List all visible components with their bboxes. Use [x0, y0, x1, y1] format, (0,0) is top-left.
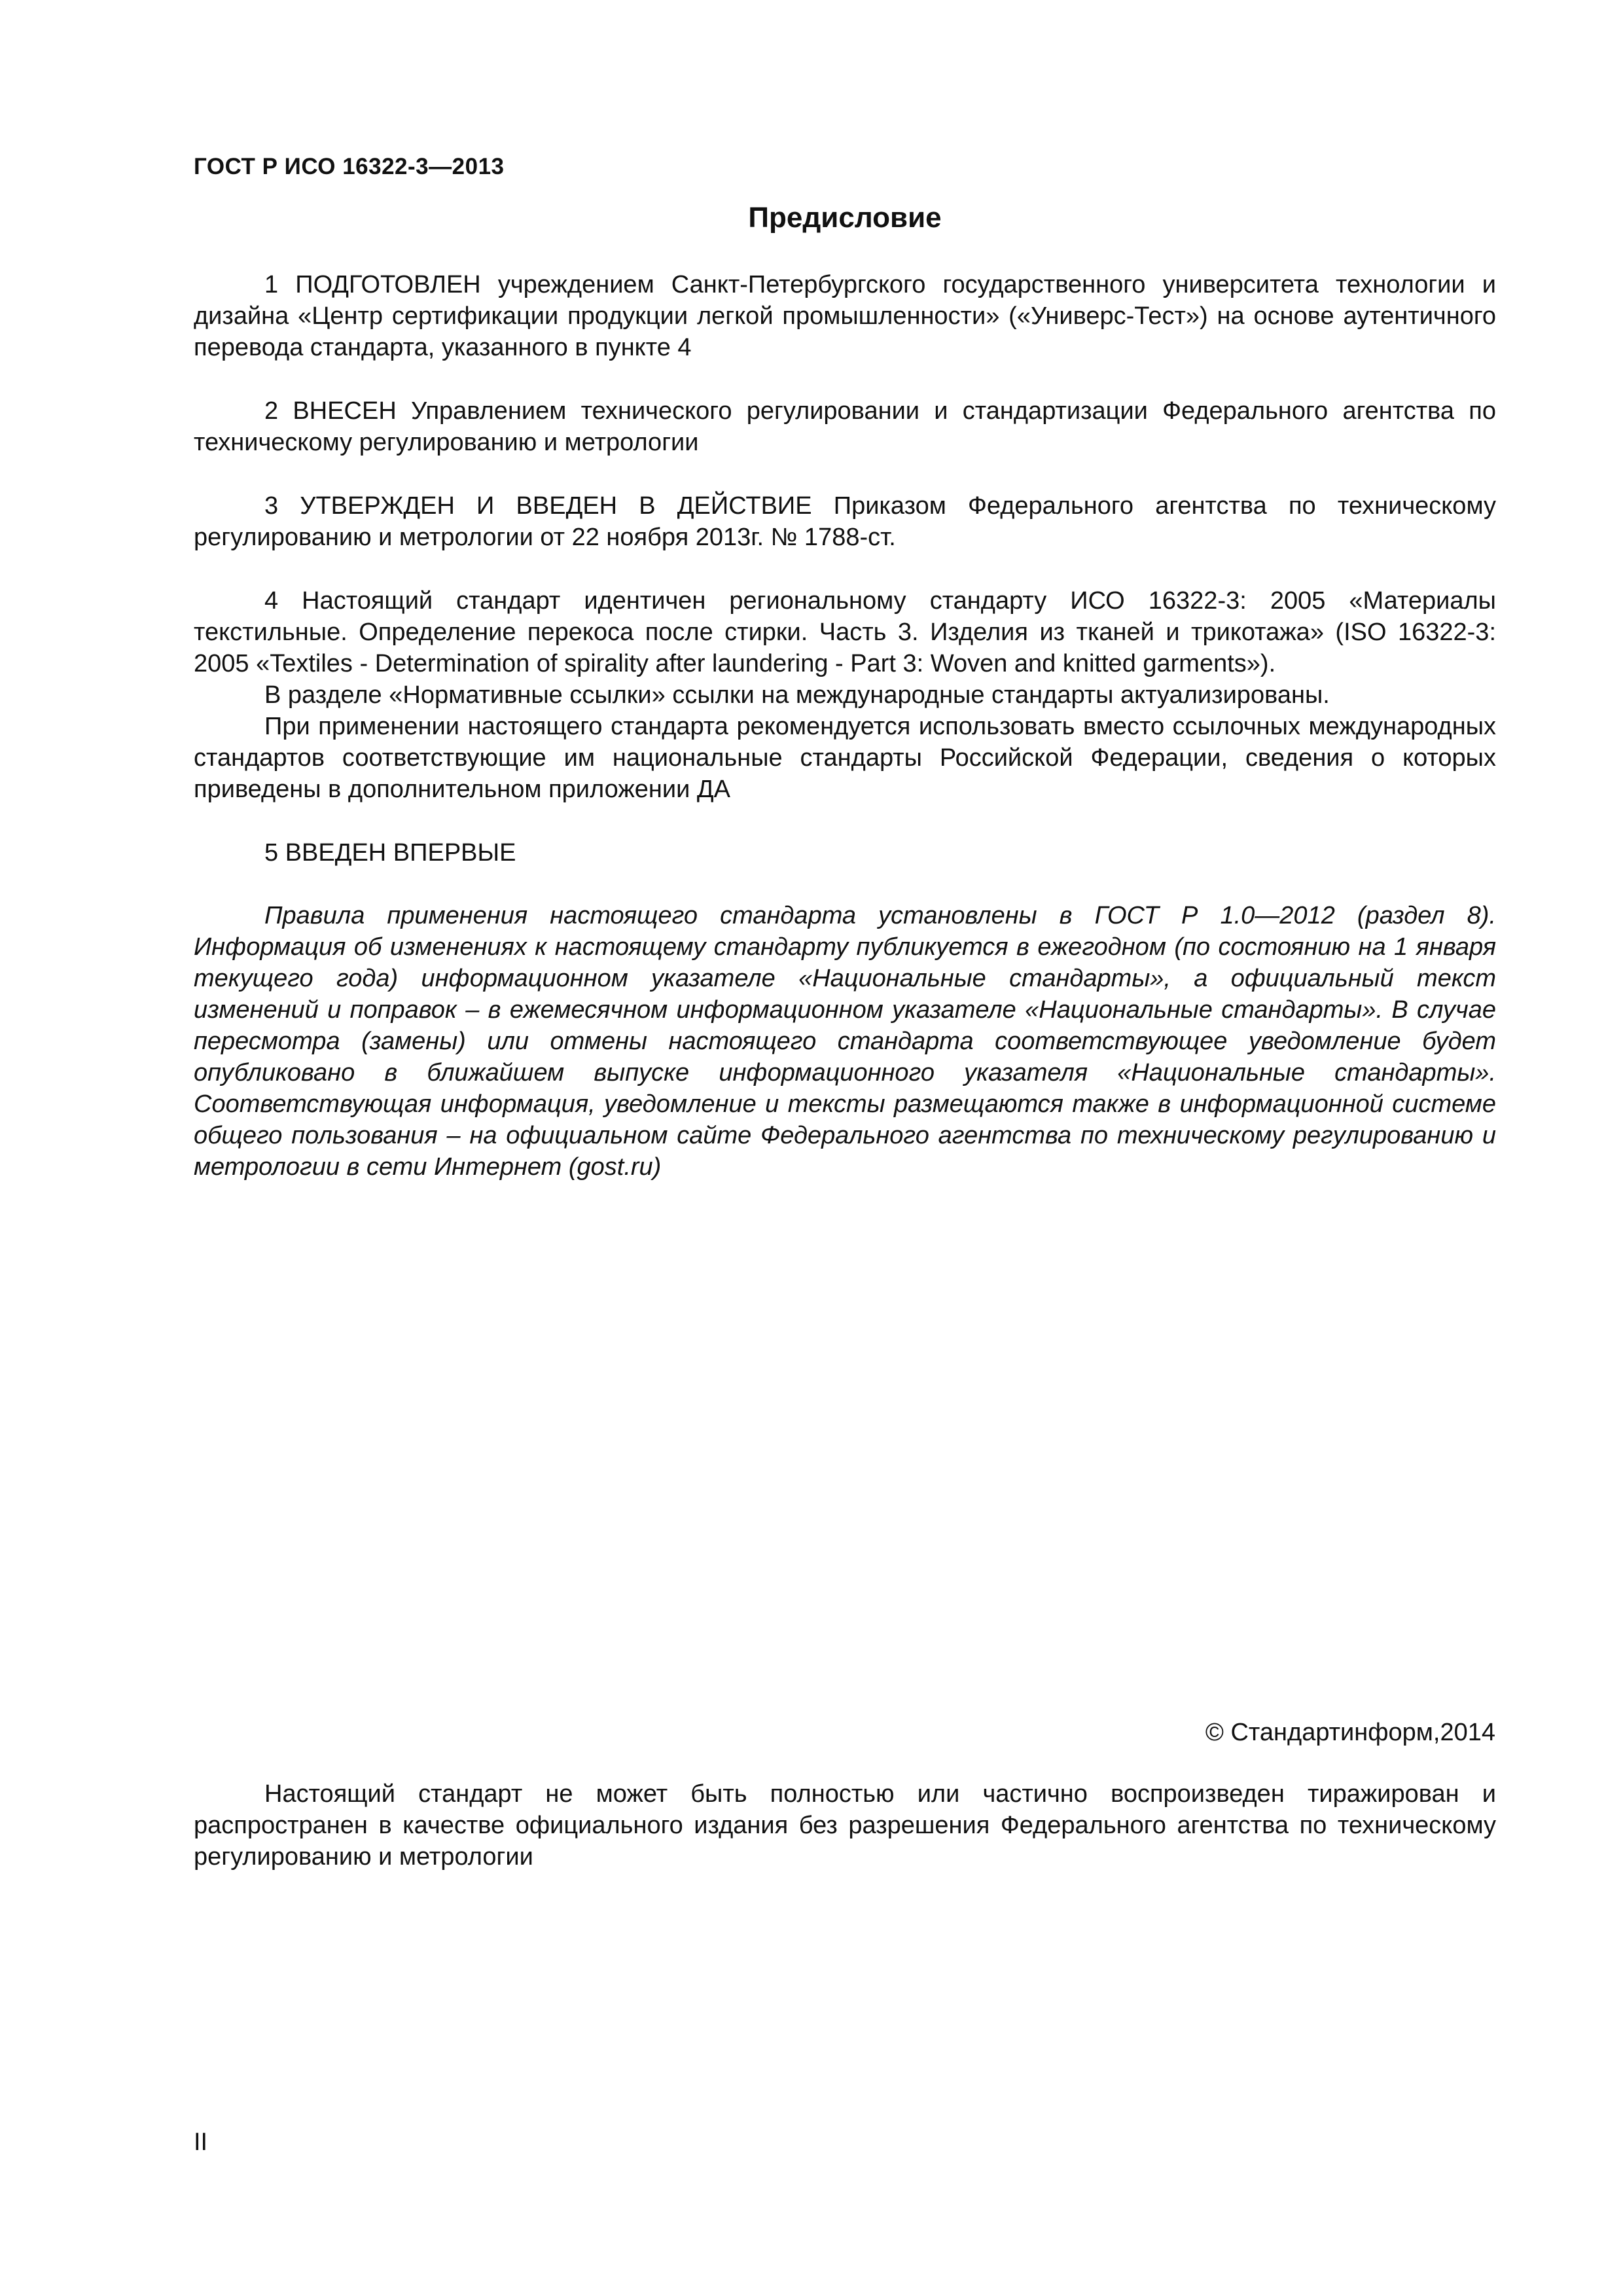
reproduction-notice-block [194, 1778, 1496, 1873]
spacer [194, 805, 1496, 837]
rules-notice: Правила применения настоящего стандарта установлены в ГОСТ Р 1.0—2012 (раздел 8). Информация об изменениях к настоящему стандарту публикуется в ежегодном (по состоянию на 1 января текущего года) информационном указателе «Национальные стандарты», а официальный текст изменений и поправок – в ежемесячном информационном указателе «Национальные стандарты». В случае пересмотра (замены) или отмены настоящего стандарта соответствующее уведомление будет опубликовано в ближайшем выпуске информационного указателя «Национальные стандарты». Соответствующая информация, уведомление и тексты размещаются также в информационной системе общего пользования – на официальном сайте Федерального агентства по техническому регулированию и метрологии в сети Интернет (gost.ru) [194, 902, 1496, 1181]
rules-notice-block [194, 900, 1496, 1183]
page-number: II [194, 2128, 208, 2156]
spacer [194, 363, 1496, 395]
spacer [194, 458, 1496, 490]
preface-item-5: 5 ВВЕДЕН ВПЕРВЫЕ [264, 839, 516, 867]
preface-item-4: 4 Настоящий стандарт идентичен региональному стандарту ИСО 16322-3: 2005 «Материалы текстильные. Определение перекоса после стирки. Часть 3. Изделия из тканей и трикотажа» (ISO 16322-3: 2005 «Textiles - Determination of spirality after laundering - Part 3: Woven and knitted garments»). [194, 587, 1496, 677]
preface-items [194, 269, 1496, 869]
reproduction-notice: Настоящий стандарт не может быть полностью или частично воспроизведен тиражирован и распространен в качестве официального издания без разрешения Федерального агентства по техническому регулированию и метрологии [194, 1780, 1496, 1871]
preface-item-4-note: При применении настоящего стандарта рекомендуется использовать вместо ссылочных международных стандартов соответствующие им национальные стандарты Российской Федерации, сведения о которых приведены в дополнительном приложении ДА [194, 713, 1496, 803]
preface-item-4-references: В разделе «Нормативные ссылки» ссылки на международные стандарты актуализированы. [264, 681, 1330, 709]
standard-id-header: ГОСТ Р ИСО 16322-3—2013 [194, 154, 505, 179]
preface-item-2: 2 ВНЕСЕН Управлением технического регулировании и стандартизации Федерального агентства по техническому регулированию и метрологии [194, 397, 1496, 456]
preface-item-3: 3 УТВЕРЖДЕН И ВВЕДЕН В ДЕЙСТВИЕ Приказом Федерального агентства по техническому регулированию и метрологии от 22 ноября 2013г. № 1788-ст. [194, 492, 1496, 551]
spacer [194, 553, 1496, 585]
preface-item-1: 1 ПОДГОТОВЛЕН учреждением Санкт-Петербургского государственного университета технологии и дизайна «Центр сертификации продукции легкой промышленности» («Универс-Тест») на основе аутентичного перевода стандарта, указанного в пункте 4 [194, 271, 1496, 361]
page-title: Предисловие [748, 202, 942, 234]
copyright-line: © Стандартинформ,2014 [1205, 1719, 1495, 1746]
